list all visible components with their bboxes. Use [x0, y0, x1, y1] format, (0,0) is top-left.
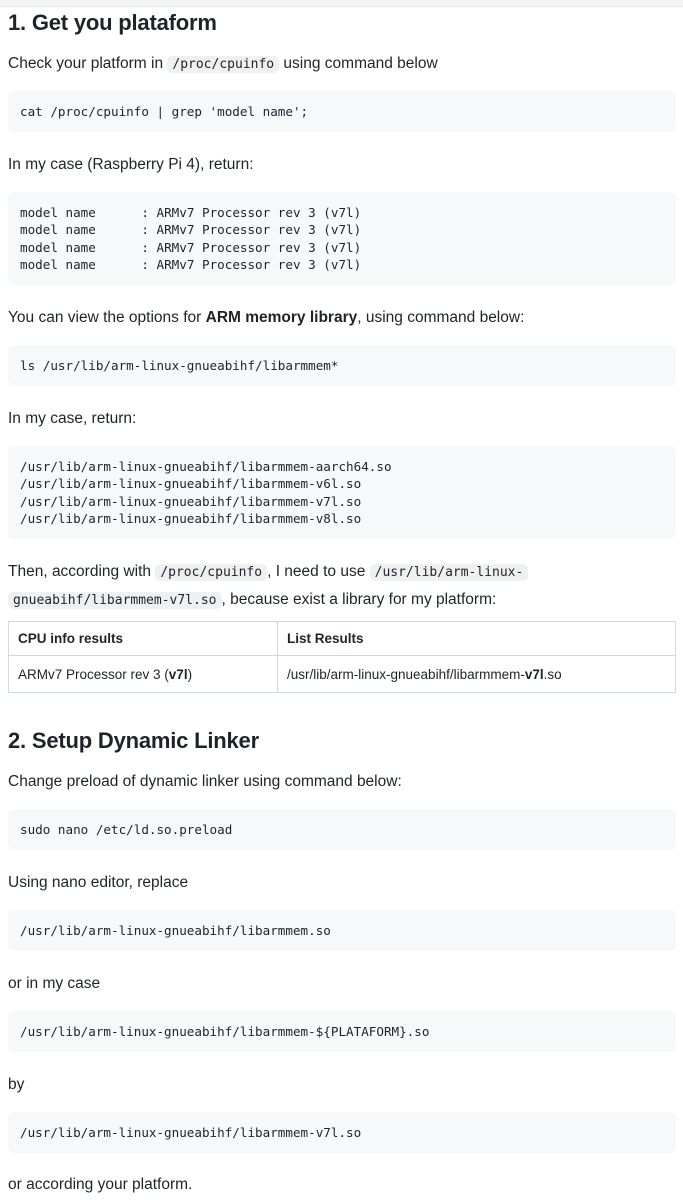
- paragraph-or-case: or in my case: [8, 975, 101, 992]
- code-block-replace[interactable]: [8, 910, 676, 951]
- section-heading-setup-linker: 2. Setup Dynamic Linker: [8, 728, 259, 753]
- code-line: /usr/lib/arm-linux-gnueabihf/libarmmem-aarch64.so: [20, 458, 392, 474]
- code-block-by[interactable]: [8, 1112, 676, 1153]
- inline-code: /proc/cpuinfo: [155, 564, 267, 581]
- paragraph-view-options: [8, 304, 524, 331]
- inline-code: /proc/cpuinfo: [167, 56, 279, 73]
- code-line: sudo nano /etc/ld.so.preload: [20, 821, 233, 837]
- code-block-ls-output[interactable]: [8, 446, 676, 539]
- code-line: /usr/lib/arm-linux-gnueabihf/libarmmem-${PLATAFORM}.so: [20, 1023, 430, 1039]
- paragraph-case-2: In my case, return:: [8, 410, 137, 427]
- text: .so: [543, 666, 562, 682]
- text: ): [187, 666, 193, 682]
- paragraph-final: or according your platform.: [8, 1176, 193, 1193]
- code-line: ls /usr/lib/arm-linux-gnueabihf/libarmmem*: [20, 357, 339, 373]
- paragraph-then-according: [8, 558, 676, 614]
- table-header-list: List Results: [278, 622, 676, 656]
- code-block-cpuinfo-command[interactable]: [8, 91, 676, 132]
- code-line: /usr/lib/arm-linux-gnueabihf/libarmmem-v8l.so: [20, 510, 362, 526]
- code-line: model name : ARMv7 Processor rev 3 (v7l): [20, 204, 362, 220]
- code-line: /usr/lib/arm-linux-gnueabihf/libarmmem.so: [20, 922, 331, 938]
- text: Check your platform in: [8, 55, 168, 72]
- paragraph-by: by: [8, 1076, 25, 1093]
- text: You can view the options for: [8, 309, 206, 326]
- code-line: /usr/lib/arm-linux-gnueabihf/libarmmem-v7l.so: [20, 493, 362, 509]
- code-block-ls-command[interactable]: [8, 345, 676, 386]
- text: Then, according with: [8, 563, 156, 580]
- code-line: /usr/lib/arm-linux-gnueabihf/libarmmem-v6l.so: [20, 476, 362, 492]
- text: using command below: [279, 55, 438, 72]
- table-header-cpu: CPU info results: [9, 622, 278, 656]
- text: ARMv7 Processor rev 3 (: [18, 666, 169, 682]
- paragraph-change-preload: Change preload of dynamic linker using command below:: [8, 773, 402, 790]
- code-block-nano-command[interactable]: [8, 809, 676, 850]
- paragraph-check-platform: [8, 50, 438, 78]
- code-line: model name : ARMv7 Processor rev 3 (v7l): [20, 239, 362, 255]
- code-line: model name : ARMv7 Processor rev 3 (v7l): [20, 222, 362, 238]
- table-header-row: [9, 622, 676, 656]
- code-line: model name : ARMv7 Processor rev 3 (v7l): [20, 256, 362, 272]
- text: , because exist a library for my platform:: [221, 591, 497, 608]
- paragraph-case: In my case (Raspberry Pi 4), return:: [8, 156, 254, 173]
- top-scroll-edge: [0, 0, 683, 7]
- section-heading-get-platform: 1. Get you plataform: [8, 10, 217, 35]
- code-line: cat /proc/cpuinfo | grep 'model name';: [20, 103, 309, 119]
- table-cell-cpu: [9, 656, 278, 693]
- bold-text: ARM memory library: [205, 309, 358, 326]
- inline-code: /usr/lib/arm-linux-: [370, 564, 529, 581]
- paragraph-using-nano: Using nano editor, replace: [8, 874, 189, 891]
- text: , I need to use: [267, 563, 370, 580]
- results-table: [8, 621, 676, 693]
- code-block-cpuinfo-output[interactable]: [8, 192, 676, 285]
- bold-text: v7l: [524, 666, 544, 682]
- bold-text: v7l: [168, 666, 188, 682]
- table-row: [9, 656, 676, 693]
- inline-code: gnueabihf/libarmmem-v7l.so: [8, 592, 222, 609]
- text: , using command below:: [357, 309, 525, 326]
- code-block-platform-case[interactable]: [8, 1011, 676, 1052]
- table-cell-list: [278, 656, 676, 693]
- text: /usr/lib/arm-linux-gnueabihf/libarmmem-: [287, 666, 525, 682]
- code-line: /usr/lib/arm-linux-gnueabihf/libarmmem-v7l.so: [20, 1124, 362, 1140]
